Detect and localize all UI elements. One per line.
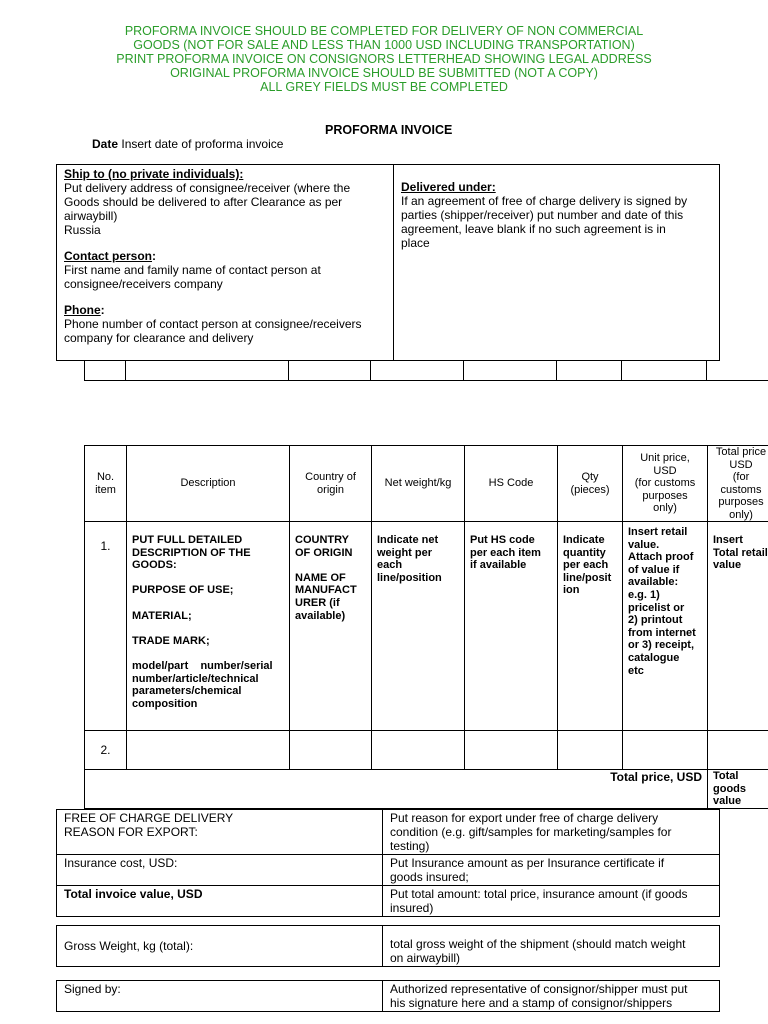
text-line: value	[713, 795, 742, 807]
text-line: value.	[628, 538, 660, 551]
signature-field[interactable]	[383, 981, 720, 1012]
delivery-column	[401, 180, 717, 250]
total-row	[85, 770, 768, 809]
text-line: Put Insurance amount as per Insurance certificate if	[390, 856, 665, 870]
text-line	[132, 597, 284, 610]
text-line: parameters/chemical	[132, 685, 242, 698]
export-reason-field[interactable]	[383, 810, 720, 855]
text-line: composition	[132, 697, 198, 710]
unit-price-cell[interactable]	[623, 522, 708, 731]
text-line: Insert retail	[628, 526, 688, 538]
goods-table	[84, 445, 768, 809]
unit-price-cell[interactable]	[623, 731, 708, 770]
text-line: insured)	[390, 901, 434, 915]
text-line: per each item	[470, 546, 541, 559]
table-row	[57, 855, 720, 886]
ship-to-field[interactable]	[64, 181, 386, 237]
total-price-cell[interactable]	[708, 522, 768, 731]
consignee-box	[56, 164, 720, 361]
text-line: ion	[563, 584, 580, 597]
text-line: on airwaybill)	[390, 951, 461, 965]
consignee-column	[64, 167, 386, 345]
table-header-row	[85, 446, 768, 522]
text-line: Put total amount: total price, insurance amount (if goods	[390, 887, 688, 901]
phone-label: Phone	[64, 303, 101, 317]
header-no: No. item	[85, 446, 127, 522]
phone-line: company for clearance and delivery	[64, 331, 254, 345]
text-line: line/position	[377, 571, 442, 584]
contact-label: Contact person	[64, 249, 153, 263]
notice-line: PRINT PROFORMA INVOICE ON CONSIGNORS LETTERHEAD SHOWING LEGAL ADDRESS	[116, 52, 652, 66]
text-line: Attach proof	[628, 551, 694, 564]
text-line: each	[377, 559, 403, 572]
text-line: OF ORIGIN	[295, 546, 353, 559]
text-line: goods	[713, 782, 746, 795]
country-cell[interactable]	[290, 522, 372, 731]
table-row	[57, 810, 720, 855]
text-line: etc	[628, 664, 644, 677]
header-hs-code: HS Code	[465, 446, 558, 522]
text-line: or 3) receipt,	[628, 639, 695, 652]
text-line: NAME OF	[295, 571, 346, 584]
notice-line: PROFORMA INVOICE SHOULD BE COMPLETED FOR DELIVERY OF NON COMMERCIAL	[124, 24, 644, 38]
table-row	[85, 731, 768, 770]
total-invoice-field[interactable]	[383, 886, 720, 917]
total-invoice-label	[57, 886, 383, 917]
total-price-label: Total price, USD	[85, 770, 708, 809]
delivered-under-line: place	[401, 236, 430, 250]
header-description: Description	[127, 446, 290, 522]
text-line	[295, 559, 366, 572]
hs-code-cell[interactable]	[465, 731, 558, 770]
notice-line: GOODS (NOT FOR SALE AND LESS THAN 1000 USD INCLUDING TRANSPORTATION)	[133, 38, 635, 52]
contact-label-row: Contact person:	[64, 249, 157, 263]
ship-to-line: airwaybill)	[64, 209, 118, 223]
text-line: Indicate net	[377, 534, 439, 546]
phone-label-row: Phone:	[64, 303, 105, 317]
delivered-under-label: Delivered under:	[401, 180, 496, 194]
date-label: Date	[92, 137, 119, 151]
text-line: PUT FULL DETAILED	[132, 534, 243, 546]
signed-by-label: Signed by:	[57, 981, 383, 1012]
delivered-under-field[interactable]	[401, 194, 717, 250]
description-cell[interactable]	[127, 731, 290, 770]
gross-weight-label: Gross Weight, kg (total):	[57, 926, 383, 967]
text-line: DESCRIPTION OF THE	[132, 546, 251, 559]
column-divider	[393, 165, 394, 360]
text-line: REASON FOR EXPORT:	[64, 825, 198, 839]
text-line: his signature here and a stamp of consignor/shippers	[390, 996, 673, 1010]
text-line: condition (e.g. gift/samples for marketing/samples for	[390, 825, 672, 839]
text-line: from internet	[628, 626, 696, 639]
text-line: TRADE MARK;	[132, 634, 210, 647]
text-line: Total	[713, 770, 739, 782]
export-reason-label	[57, 810, 383, 855]
delivered-under-line: agreement, leave blank if no such agreement is in	[401, 222, 666, 236]
text-line: weight per	[377, 546, 433, 559]
empty-strip-row	[84, 361, 768, 381]
description-cell[interactable]	[127, 522, 290, 731]
header-country: Country of origin	[290, 446, 372, 522]
text-line: available:	[628, 576, 679, 589]
insurance-label	[57, 855, 383, 886]
text-line: if available	[470, 559, 527, 572]
text-line: goods insured;	[390, 870, 469, 884]
total-goods-value[interactable]	[708, 770, 768, 809]
text-line: per each	[563, 559, 609, 572]
phone-line: Phone number of contact person at consignee/receivers	[64, 317, 362, 331]
contact-line: First name and family name of contact person at	[64, 263, 321, 277]
text-line: PURPOSE OF USE;	[132, 584, 234, 597]
text-line: Authorized representative of consignor/shipper must put	[390, 982, 688, 996]
text-line: total gross weight of the shipment (should match weight	[390, 937, 686, 951]
text-line: COUNTRY	[295, 534, 349, 546]
item-number: 2.	[85, 731, 127, 770]
phone-field[interactable]	[64, 317, 386, 345]
delivered-under-line: parties (shipper/receiver) put number and date of this	[401, 208, 684, 222]
contact-line: consignee/receivers company	[64, 277, 223, 291]
total-price-cell[interactable]	[708, 731, 768, 770]
text-line: FREE OF CHARGE DELIVERY	[64, 811, 234, 825]
text-line: available)	[295, 609, 346, 622]
hs-code-cell[interactable]	[465, 522, 558, 731]
table-row	[57, 886, 720, 917]
document-title: PROFORMA INVOICE	[325, 123, 453, 137]
net-weight-cell[interactable]	[372, 731, 465, 770]
table-row	[57, 926, 720, 967]
text-line: value	[713, 559, 742, 572]
text-line: quantity	[563, 546, 606, 559]
date-row	[92, 137, 283, 151]
net-weight-cell[interactable]	[372, 522, 465, 731]
table-row	[57, 981, 720, 1012]
text-line: URER (if	[295, 596, 340, 609]
header-qty: Qty (pieces)	[558, 446, 623, 522]
text-line	[132, 572, 284, 585]
export-details-table	[56, 809, 720, 917]
ship-to-line: Russia	[64, 223, 101, 237]
date-value[interactable]: Insert date of proforma invoice	[121, 137, 284, 151]
text-line: GOODS:	[132, 559, 177, 572]
ship-to-line: Put delivery address of consignee/receiver (where the	[64, 181, 351, 195]
qty-cell[interactable]	[558, 522, 623, 731]
text-line	[132, 647, 284, 660]
header-unit-price: Unit price, USD (for customs purposes only)	[623, 446, 708, 522]
weight-table	[56, 925, 720, 967]
notice-line: ORIGINAL PROFORMA INVOICE SHOULD BE SUBMITTED (NOT A COPY)	[170, 66, 598, 80]
text-line: Put HS code	[470, 534, 535, 546]
text-line: number/article/technical	[132, 672, 259, 685]
item-number: 1.	[85, 522, 127, 731]
country-cell[interactable]	[290, 731, 372, 770]
text-line: line/posit	[563, 571, 612, 584]
text-line: Insert	[713, 534, 743, 546]
text-line: model/part number/serial	[132, 659, 273, 672]
instructions-notice	[0, 24, 768, 94]
text-line: Put reason for export under free of charge delivery	[390, 811, 659, 825]
text-line: catalogue	[628, 651, 680, 664]
text-line: e.g. 1)	[628, 588, 660, 601]
header-net-weight: Net weight/kg	[372, 446, 465, 522]
text-line: Indicate	[563, 534, 605, 546]
header-total-price: Total price USD (for customs purposes only)	[708, 446, 768, 522]
notice-line: ALL GREY FIELDS MUST BE COMPLETED	[260, 80, 508, 94]
text-line: 2) printout	[628, 614, 683, 627]
table-row	[85, 522, 768, 731]
signature-table	[56, 980, 720, 1012]
qty-cell[interactable]	[558, 731, 623, 770]
gross-weight-field[interactable]	[383, 926, 720, 967]
text-line: Total retail	[713, 546, 768, 559]
text-line: of value if	[628, 563, 680, 576]
text-line: Insurance cost, USD:	[64, 856, 178, 870]
text-line: pricelist or	[628, 601, 685, 614]
text-line	[132, 622, 284, 635]
text-line: MATERIAL;	[132, 609, 192, 622]
contact-field[interactable]	[64, 263, 386, 291]
ship-to-line: Goods should be delivered to after Clearance as per	[64, 195, 343, 209]
text-line: Total invoice value, USD	[64, 887, 203, 901]
insurance-field[interactable]	[383, 855, 720, 886]
text-line: testing)	[390, 839, 430, 853]
delivered-under-line: If an agreement of free of charge delivery is signed by	[401, 194, 688, 208]
text-line: MANUFACT	[295, 584, 357, 597]
ship-to-label: Ship to (no private individuals):	[64, 167, 244, 181]
